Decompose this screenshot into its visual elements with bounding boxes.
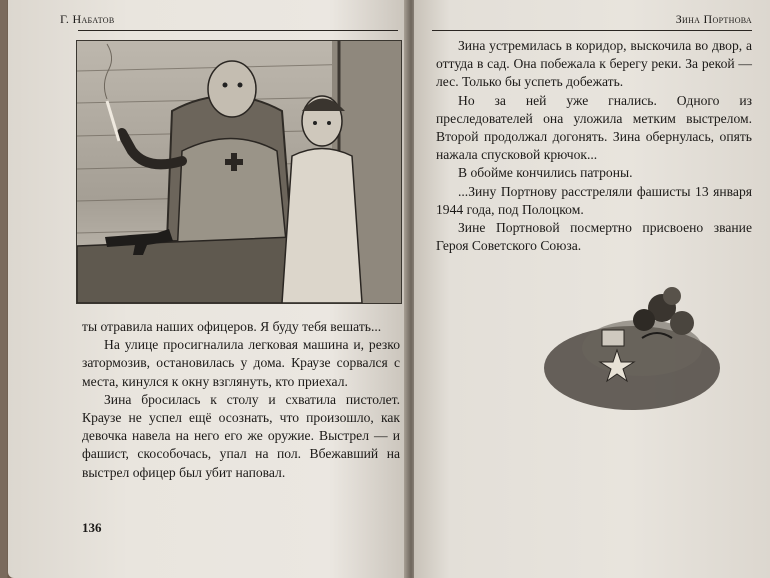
left-page <box>8 0 410 578</box>
running-header-right: Зина Портнова <box>675 12 752 26</box>
flowers-and-star-illustration <box>532 278 722 418</box>
right-page <box>414 0 770 578</box>
header-rule-right <box>432 30 752 31</box>
left-page-text <box>82 318 400 482</box>
running-header-left: Г. Набатов <box>60 12 115 26</box>
paragraph-5: Зине Портновой посмертно присвоено звание Героя Советского Союза. <box>436 220 752 254</box>
page-number: 136 <box>82 520 102 535</box>
right-page-text <box>436 37 752 255</box>
illustration-officer-and-girl <box>76 40 402 304</box>
paragraph-3: Зина бросилась к столу и схватила пистолет. Краузе не успел ещё осознать, что произошло, как девочка навела на него его же оружие. Выстрел — и фашист, скособочась, упал на пол. Вбежавший на выстрел офицер был убит наповал. <box>82 391 400 480</box>
paragraph-2: На улице просигналила легковая машина и, резко затормозив, остановилась у дома. Краузе сорвался с места, кинулся к окну взглянуть, кто приехал. <box>82 337 400 389</box>
paragraph-4: ...Зину Портнову расстреляли фашисты 13 января 1944 года, под Полоцком. <box>436 183 752 217</box>
paragraph-1: Зина устремилась в коридор, выскочила во двор, а оттуда в сад. Она побежала к берегу реки. За рекой — лес. Только бы успеть добежать. <box>436 38 752 90</box>
paragraph-1: ты отравила наших офицеров. Я буду тебя вешать... <box>82 319 382 334</box>
header-rule-left <box>78 30 398 31</box>
illustration-drawing <box>77 41 401 303</box>
paragraph-3: В обойме кончились патроны. <box>458 165 633 181</box>
paragraph-2: Но за ней уже гнались. Одного из преследователей она уложила метким выстрелом. Второй продолжал догонять. Зина обернулась, опять нажала спусковой крючок... <box>436 92 752 163</box>
